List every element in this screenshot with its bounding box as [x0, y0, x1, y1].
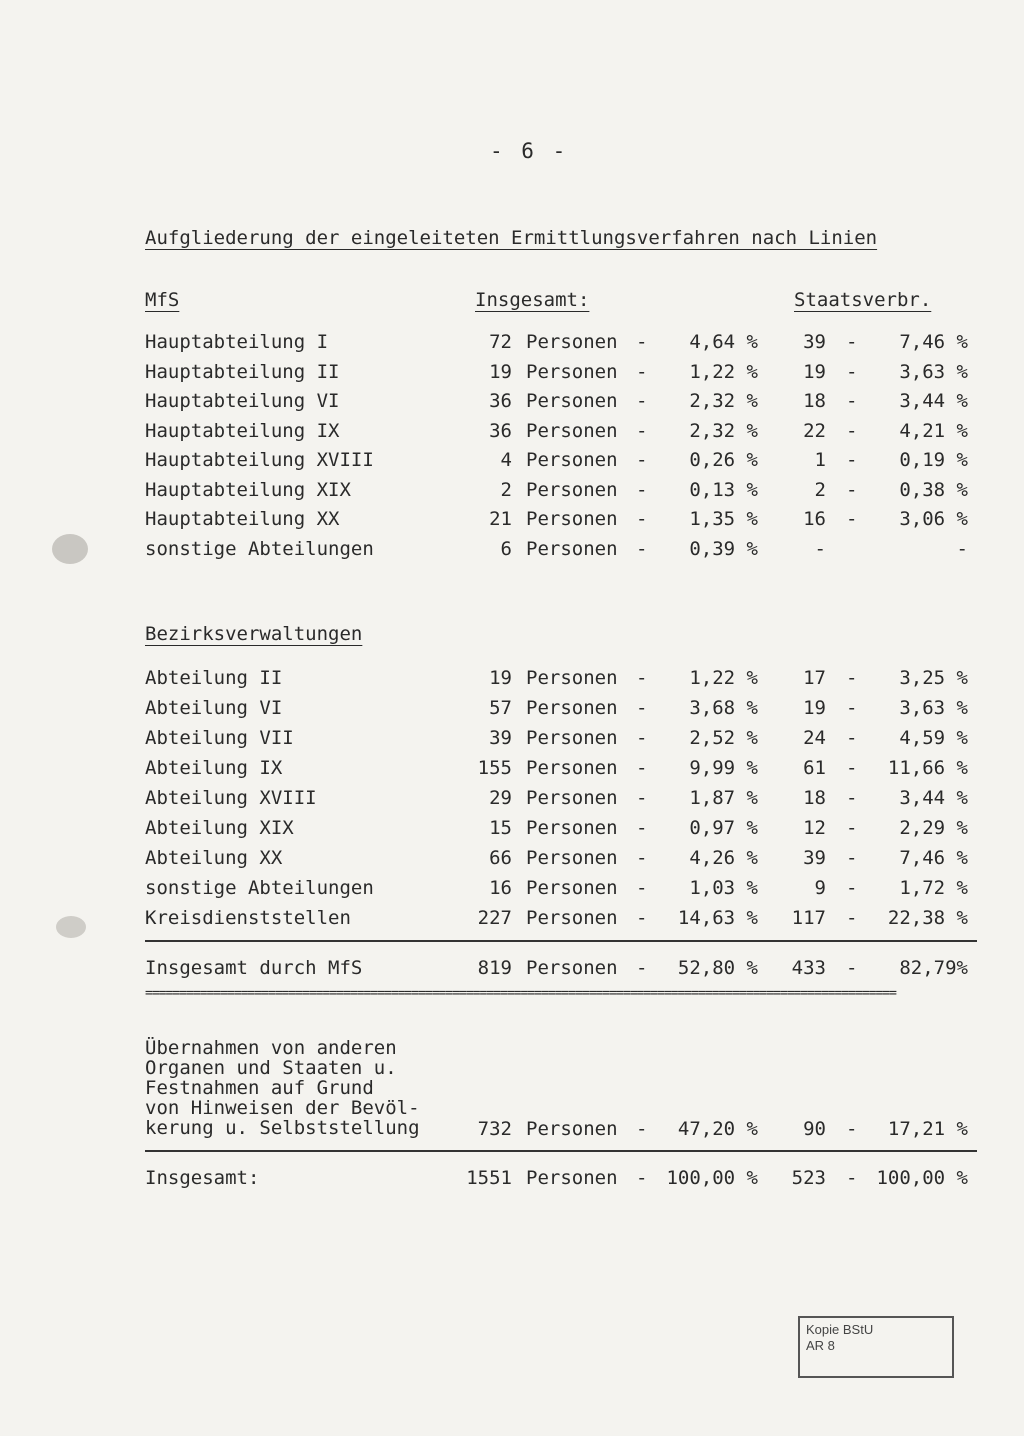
row-unit: Personen [526, 508, 618, 530]
row-count: 1551 [466, 1167, 512, 1189]
row-state-percent: 1,72 % [899, 877, 968, 899]
row-percent: 0,97 % [689, 817, 758, 839]
table-row [0, 847, 1024, 871]
row-count: 4 [500, 449, 512, 471]
column-head-state-crimes: Staatsverbr. [794, 289, 932, 311]
row-label: Abteilung II [145, 667, 283, 689]
table-row [0, 877, 1024, 901]
row-state-percent: 3,44 % [899, 787, 968, 809]
row-state-dash: - [846, 787, 858, 809]
row-state-count: 39 [803, 331, 826, 353]
row-percent: 4,26 % [689, 847, 758, 869]
row-state-percent: 11,66 % [887, 757, 968, 779]
row-state-dash: - [846, 667, 858, 689]
row-state-count: 2 [814, 478, 826, 501]
row-state-count: 19 [803, 360, 826, 383]
row-label: Insgesamt durch MfS [145, 957, 363, 979]
row-dash: - [636, 331, 648, 353]
row-state-dash: - [846, 331, 858, 353]
table-row [0, 479, 1024, 503]
row-dash: - [636, 419, 648, 442]
row-state-count: 17 [803, 667, 826, 689]
row-count: 29 [489, 787, 512, 809]
row-percent: 1,03 % [689, 877, 758, 899]
row-count: 227 [477, 907, 512, 929]
row-unit: Personen [526, 877, 618, 899]
row-count: 732 [477, 1118, 512, 1140]
row-state-percent: 7,46 % [899, 847, 968, 869]
row-percent: 2,32 % [689, 390, 758, 412]
row-count: 66 [489, 847, 512, 869]
row-label: Hauptabteilung IX [145, 419, 340, 442]
table-row [0, 449, 1024, 473]
row-unit: Personen [526, 478, 618, 501]
row-state-dash: - [846, 390, 858, 412]
document-title: Aufgliederung der eingeleiteten Ermittlungsverfahren nach Linien [145, 227, 878, 249]
table-row [0, 538, 1024, 562]
row-state-count: 22 [803, 419, 826, 442]
row-state-percent: 3,44 % [899, 390, 968, 412]
row-unit: Personen [526, 817, 618, 839]
row-label: Abteilung IX [145, 757, 283, 779]
table-row [0, 907, 1024, 931]
row-percent: 0,39 % [689, 537, 758, 560]
row-dash: - [636, 1167, 648, 1189]
row-state-percent: 3,06 % [899, 508, 968, 530]
table-row [0, 420, 1024, 444]
row-count: 36 [489, 419, 512, 442]
row-state-percent: 22,38 % [887, 907, 968, 929]
row-dash: - [636, 390, 648, 412]
row-count: 6 [500, 537, 512, 560]
row-unit: Personen [526, 419, 618, 442]
row-state-percent: 3,63 % [899, 697, 968, 719]
row-percent: 100,00 % [666, 1167, 758, 1189]
row-unit: Personen [526, 449, 618, 471]
row-count: 21 [489, 508, 512, 530]
row-label: Insgesamt: [145, 1167, 260, 1189]
row-percent: 3,68 % [689, 697, 758, 719]
row-state-percent: 2,29 % [899, 817, 968, 839]
row-state-dash: - [846, 757, 858, 779]
row-unit: Personen [526, 757, 618, 779]
row-count: 19 [489, 360, 512, 383]
row-dash: - [636, 1118, 648, 1140]
row-state-count: 12 [803, 817, 826, 839]
row-state-count: - [814, 537, 826, 560]
takeover-description: Übernahmen von anderen Organen und Staaten u. Festnahmen auf Grund von Hinweisen der Bevöl- kerung u. Selbststellung [145, 1037, 420, 1139]
row-label: sonstige Abteilungen [145, 537, 374, 560]
row-dash: - [636, 757, 648, 779]
table-row [0, 667, 1024, 691]
row-unit: Personen [526, 697, 618, 719]
table-row [0, 508, 1024, 532]
row-label: Abteilung XX [145, 847, 283, 869]
row-dash: - [636, 877, 648, 899]
row-count: 155 [477, 757, 512, 779]
section-heading-bezirksverwaltungen: Bezirksverwaltungen [145, 623, 363, 645]
page-number: - 6 - [490, 139, 569, 163]
row-dash: - [636, 537, 648, 560]
row-label: Hauptabteilung II [145, 360, 340, 383]
subtotal-rule [145, 940, 977, 942]
row-unit: Personen [526, 957, 618, 979]
row-count: 19 [489, 667, 512, 689]
row-unit: Personen [526, 360, 618, 383]
total-rule [145, 1150, 977, 1152]
row-label: Hauptabteilung XX [145, 508, 340, 530]
row-dash: - [636, 667, 648, 689]
row-unit: Personen [526, 907, 618, 929]
row-dash: - [636, 478, 648, 501]
row-state-percent: 0,19 % [899, 449, 968, 471]
table-row [0, 697, 1024, 721]
column-head-total: Insgesamt: [475, 289, 590, 311]
row-percent: 1,22 % [689, 667, 758, 689]
row-unit: Personen [526, 331, 618, 353]
row-label: Hauptabteilung XIX [145, 478, 351, 501]
row-state-percent: - [956, 537, 968, 560]
row-count: 16 [489, 877, 512, 899]
row-unit: Personen [526, 667, 618, 689]
row-count: 72 [489, 331, 512, 353]
row-label: Abteilung XVIII [145, 787, 317, 809]
row-state-percent: 100,00 % [876, 1167, 968, 1189]
row-dash: - [636, 787, 648, 809]
row-state-dash: - [846, 877, 858, 899]
row-state-dash: - [846, 847, 858, 869]
row-percent: 0,26 % [689, 449, 758, 471]
table-row [0, 817, 1024, 841]
row-label: Hauptabteilung VI [145, 390, 340, 412]
row-state-dash: - [846, 508, 858, 530]
table-row [0, 757, 1024, 781]
row-state-count: 61 [803, 757, 826, 779]
row-state-percent: 17,21 % [887, 1118, 968, 1140]
row-state-dash: - [846, 697, 858, 719]
row-state-dash: - [846, 360, 858, 383]
row-count: 819 [477, 957, 512, 979]
row-dash: - [636, 727, 648, 749]
table-row [0, 361, 1024, 385]
archive-stamp [798, 1316, 954, 1378]
row-state-dash: - [846, 817, 858, 839]
row-dash: - [636, 360, 648, 383]
row-unit: Personen [526, 787, 618, 809]
row-percent: 1,87 % [689, 787, 758, 809]
row-label: Abteilung VII [145, 727, 294, 749]
stamp-line-2: AR 8 [806, 1338, 835, 1353]
table-row [0, 787, 1024, 811]
table-row [0, 1118, 1024, 1142]
row-state-count: 19 [803, 697, 826, 719]
row-state-percent: 3,63 % [899, 360, 968, 383]
row-label: Abteilung VI [145, 697, 283, 719]
double-rule: ============================================================================================================== [145, 987, 896, 1001]
row-percent: 2,32 % [689, 419, 758, 442]
table-row [0, 957, 1024, 981]
row-state-count: 523 [791, 1167, 826, 1189]
row-count: 57 [489, 697, 512, 719]
row-unit: Personen [526, 727, 618, 749]
row-unit: Personen [526, 1167, 618, 1189]
row-count: 2 [500, 478, 512, 501]
row-state-count: 39 [803, 847, 826, 869]
row-unit: Personen [526, 847, 618, 869]
row-state-count: 18 [803, 787, 826, 809]
row-state-count: 117 [791, 907, 826, 929]
row-percent: 1,35 % [689, 508, 758, 530]
row-percent: 2,52 % [689, 727, 758, 749]
row-state-dash: - [846, 907, 858, 929]
row-label: Abteilung XIX [145, 817, 294, 839]
row-unit: Personen [526, 537, 618, 560]
row-dash: - [636, 847, 648, 869]
row-state-percent: 0,38 % [899, 478, 968, 501]
row-label: sonstige Abteilungen [145, 877, 374, 899]
row-percent: 9,99 % [689, 757, 758, 779]
smudge-mark [52, 534, 88, 564]
row-dash: - [636, 508, 648, 530]
row-state-dash: - [846, 449, 858, 471]
row-state-count: 9 [814, 877, 826, 899]
row-state-percent: 3,25 % [899, 667, 968, 689]
table-row [0, 727, 1024, 751]
smudge-mark [56, 916, 86, 938]
row-state-count: 24 [803, 727, 826, 749]
row-percent: 14,63 % [677, 907, 758, 929]
row-count: 39 [489, 727, 512, 749]
row-dash: - [636, 907, 648, 929]
table-row [0, 331, 1024, 355]
row-state-dash: - [846, 957, 858, 979]
row-state-dash: - [846, 478, 858, 501]
row-label: Hauptabteilung I [145, 331, 329, 353]
row-state-count: 16 [803, 508, 826, 530]
row-percent: 1,22 % [689, 360, 758, 383]
row-state-percent: 4,21 % [899, 419, 968, 442]
row-state-count: 1 [814, 449, 826, 471]
row-state-count: 433 [791, 957, 826, 979]
row-dash: - [636, 957, 648, 979]
row-state-percent: 82,79% [899, 957, 968, 979]
row-percent: 0,13 % [689, 478, 758, 501]
row-dash: - [636, 697, 648, 719]
table-row [0, 390, 1024, 414]
row-dash: - [636, 817, 648, 839]
row-state-dash: - [846, 1118, 858, 1140]
row-count: 15 [489, 817, 512, 839]
table-row [0, 1167, 1024, 1191]
stamp-line-1: Kopie BStU [806, 1322, 874, 1337]
row-state-percent: 4,59 % [899, 727, 968, 749]
row-state-dash: - [846, 419, 858, 442]
row-percent: 4,64 % [689, 331, 758, 353]
column-head-mfs: MfS [145, 289, 180, 311]
row-label: Kreisdienststellen [145, 907, 351, 929]
row-dash: - [636, 449, 648, 471]
row-unit: Personen [526, 390, 618, 412]
row-state-dash: - [846, 1167, 858, 1189]
row-count: 36 [489, 390, 512, 412]
row-percent: 52,80 % [677, 957, 758, 979]
row-state-count: 18 [803, 390, 826, 412]
row-state-percent: 7,46 % [899, 331, 968, 353]
row-label: Hauptabteilung XVIII [145, 449, 374, 471]
row-state-dash: - [846, 727, 858, 749]
row-unit: Personen [526, 1118, 618, 1140]
row-state-count: 90 [803, 1118, 826, 1140]
row-percent: 47,20 % [677, 1118, 758, 1140]
